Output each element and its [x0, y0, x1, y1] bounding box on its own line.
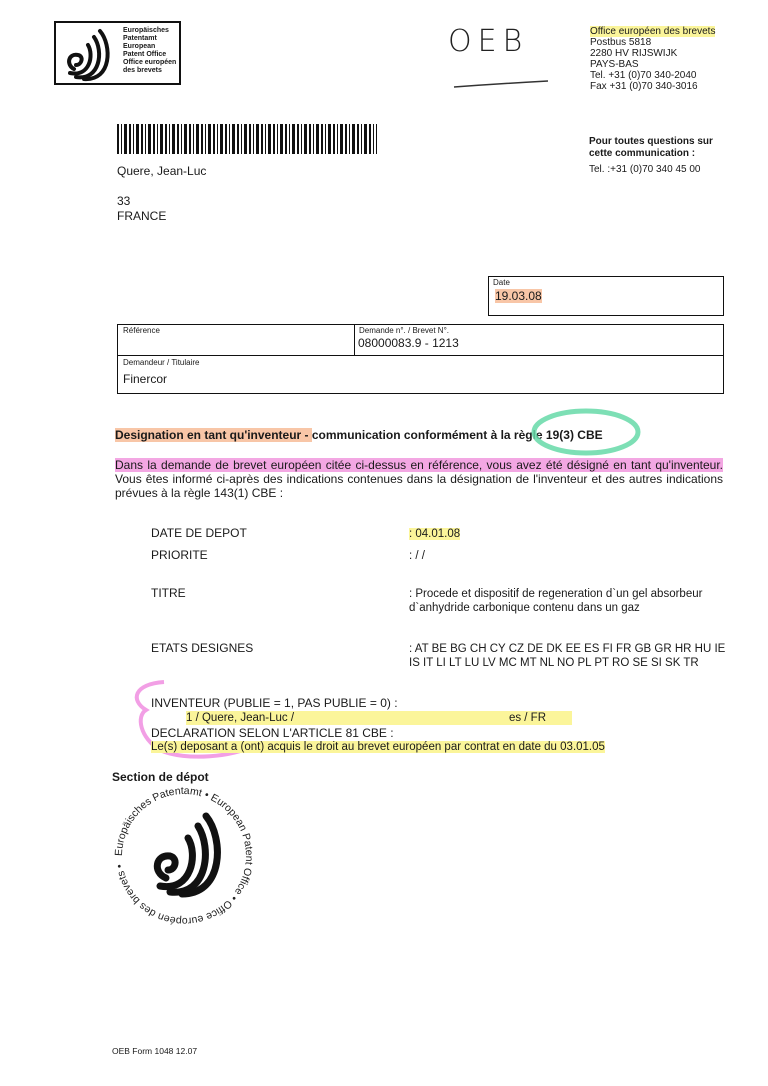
- recipient-postal: 33: [117, 194, 131, 208]
- barcode: [117, 124, 377, 154]
- date-label: Date: [493, 278, 510, 287]
- office-name: Office européen des brevets: [590, 26, 716, 37]
- recipient-address: [117, 164, 206, 224]
- title-value: : Procede et dispositif de regeneration d`un gel absorbeur d`anhydride carbonique contenu dans un gaz: [409, 588, 703, 614]
- subject-rest: communication conformément à la règle 19(3) CBE: [311, 428, 603, 442]
- epo-seal-stamp: [108, 780, 260, 932]
- office-address: [590, 26, 715, 92]
- applicant-label: Demandeur / Titulaire: [123, 358, 200, 367]
- recipient-name: Quere, Jean-Luc: [117, 164, 207, 178]
- intro-paragraph: [115, 458, 723, 500]
- filing-date-value: : 04.01.08: [409, 528, 461, 540]
- recipient-country: FRANCE: [117, 209, 167, 223]
- inventor-name: 1 / Quere, Jean-Luc /: [186, 712, 295, 724]
- priority-value: : / /: [409, 550, 425, 562]
- logo-line: European: [123, 43, 156, 50]
- address-line: PAYS-BAS: [590, 59, 639, 70]
- seal-text: Europäisches Patentamt • European Patent Office • Office européen des brevets •: [112, 784, 256, 928]
- inventor-country: es / FR: [508, 712, 546, 724]
- logo-text: [123, 27, 176, 75]
- contact-tel: Tel. :+31 (0)70 340 45 00: [589, 164, 701, 175]
- logo-line: Europäisches: [123, 27, 169, 34]
- logo-line: Patent Office: [123, 51, 167, 58]
- date-value: 19.03.08: [495, 289, 542, 303]
- intro-rest: Vous êtes informé ci-après des indications contenues dans la désignation de l'inventeur et des autres indications prévues à la règle 143(1) CBE :: [115, 472, 723, 500]
- svg-text:Europäisches Patentamt • Europ: [113, 785, 255, 927]
- contact-heading: cette communication :: [589, 148, 696, 159]
- address-line: 2280 HV RIJSWIJK: [590, 48, 678, 59]
- address-line: Postbus 5818: [590, 37, 652, 48]
- intro-highlight: Dans la demande de brevet européen citée ci-dessus en référence, vous avez été désigné en tant qu'inventeur.: [115, 458, 723, 472]
- date-box: [488, 276, 724, 316]
- form-footer: OEB Form 1048 12.07: [112, 1046, 198, 1056]
- declaration-heading: DECLARATION SELON L'ARTICLE 81 CBE :: [151, 726, 394, 740]
- address-line: Tel. +31 (0)70 340-2040: [590, 70, 697, 81]
- reference-label: Référence: [123, 326, 160, 335]
- application-label: Demande n°. / Brevet N°.: [359, 326, 449, 335]
- section-depot-title: Section de dépot: [112, 770, 209, 784]
- inventor-heading: INVENTEUR (PUBLIE = 1, PAS PUBLIE = 0) :: [151, 696, 398, 710]
- epo-logo-icon: [60, 25, 118, 83]
- filing-date-label: DATE DE DEPOT: [151, 526, 247, 540]
- application-number: 08000083.9 - 1213: [358, 336, 459, 350]
- logo-line: Patentamt: [123, 35, 157, 42]
- inventor-line: [186, 711, 572, 725]
- designated-states-label: ETATS DESIGNES: [151, 641, 254, 655]
- handwritten-underline: [452, 78, 552, 90]
- title-label: TITRE: [151, 586, 186, 600]
- seal-logo-icon: [157, 816, 217, 894]
- reference-box: [117, 324, 724, 394]
- contact-block: [589, 136, 713, 176]
- ref-divider: [118, 355, 723, 356]
- designated-states-value: : AT BE BG CH CY CZ DE DK EE ES FI FR GB GR HR HU IE IS IT LI LT LU LV MC MT NL NO PL PT RO SE SI SK TR: [409, 643, 726, 669]
- ref-col-divider: [354, 325, 355, 355]
- logo-line: des brevets: [123, 67, 162, 74]
- logo-line: Office européen: [123, 59, 177, 66]
- green-circle-annotation: [528, 404, 646, 458]
- handwritten-oeb: OEB: [448, 24, 529, 59]
- epo-logo-box: [54, 21, 181, 85]
- declaration-text: Le(s) deposant a (ont) acquis le droit au brevet européen par contrat en date du 03.01.05: [151, 741, 605, 753]
- contact-heading: Pour toutes questions sur: [589, 136, 713, 147]
- subject-highlight: Designation en tant qu'inventeur -: [115, 428, 312, 442]
- address-line: Fax +31 (0)70 340-3016: [590, 81, 698, 92]
- applicant-name: Finercor: [123, 372, 168, 386]
- priority-label: PRIORITE: [151, 548, 208, 562]
- recipient-street-redacted: [117, 179, 206, 194]
